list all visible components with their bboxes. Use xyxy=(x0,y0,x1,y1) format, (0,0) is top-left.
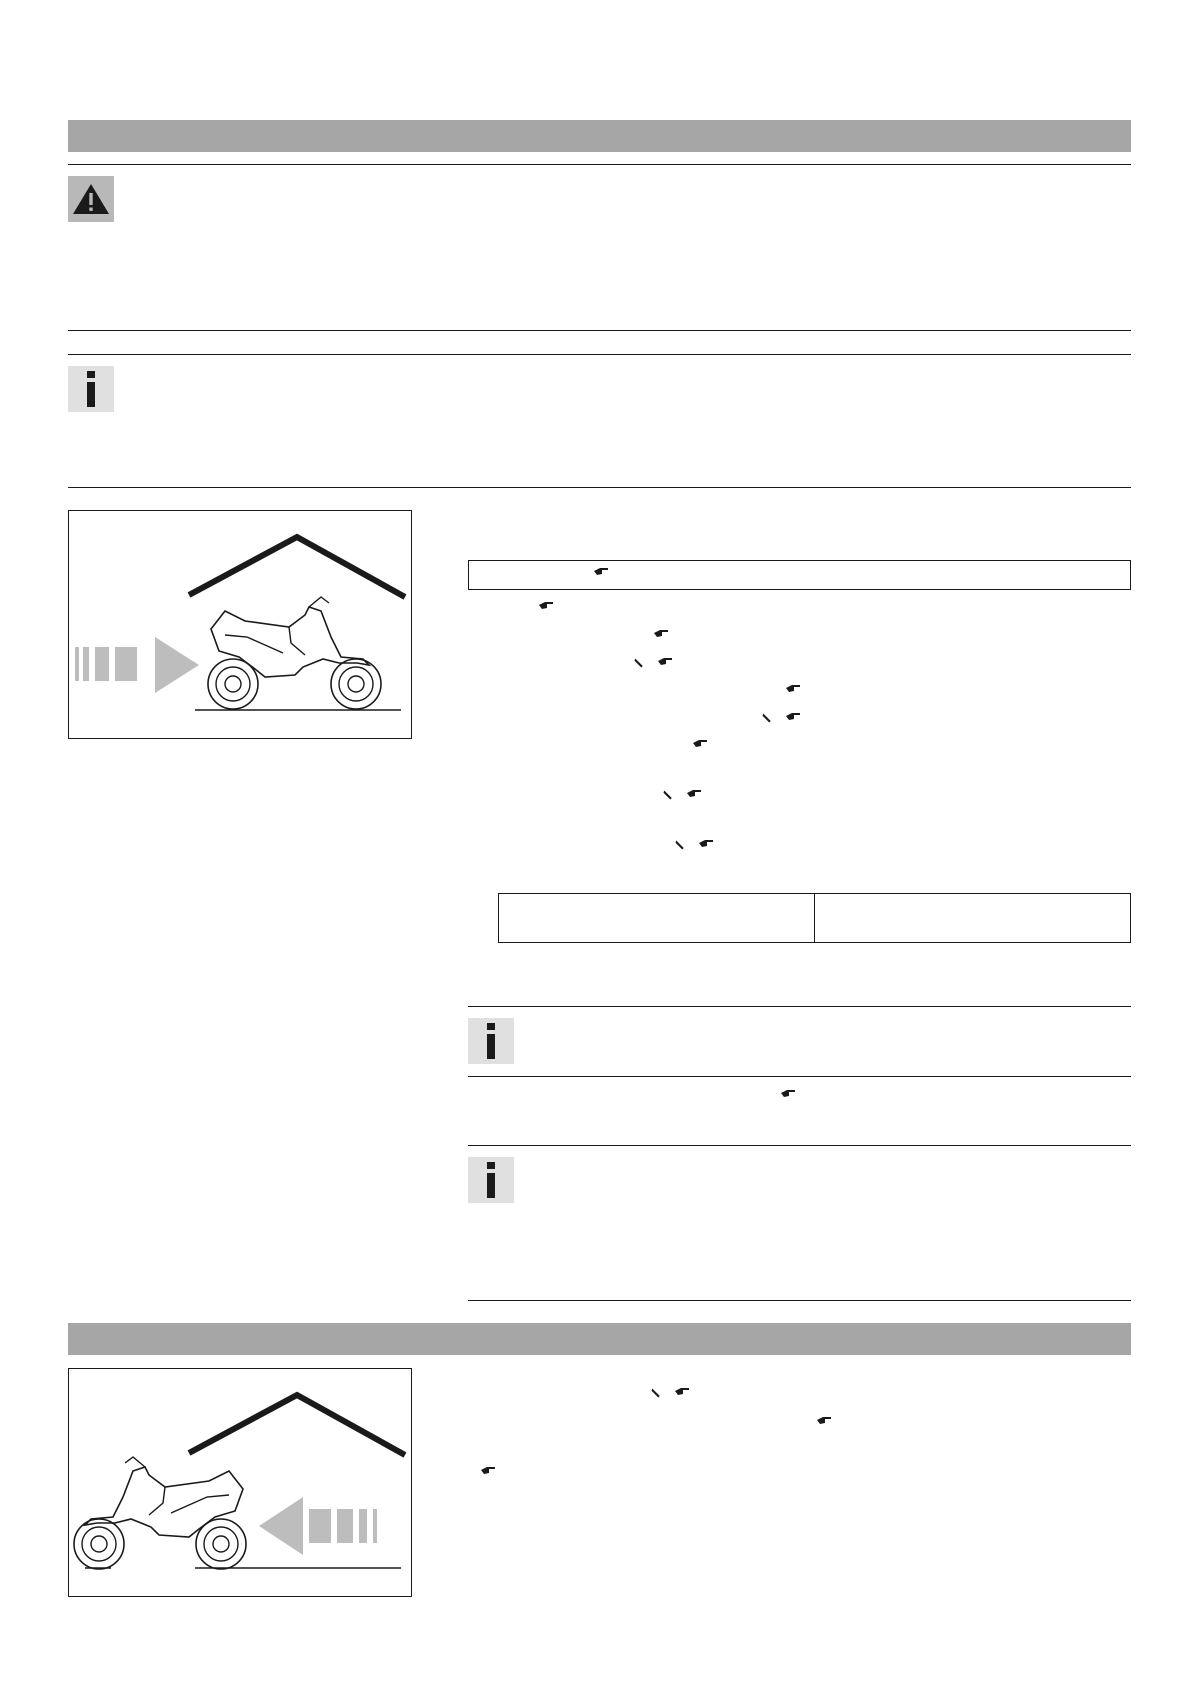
info-box-2 xyxy=(468,1018,514,1064)
pointer-hand-icon xyxy=(816,1414,832,1426)
pointer-hand-icon xyxy=(780,1087,796,1099)
warning-box xyxy=(68,176,114,222)
atv-garage-exit-illustration xyxy=(69,1369,411,1596)
info-2-top-rule xyxy=(468,1006,1131,1007)
info-3-top-rule xyxy=(468,1145,1131,1146)
info-1-bottom-rule xyxy=(68,487,1131,488)
illustration-atv-into-garage xyxy=(68,510,412,739)
wrench-icon xyxy=(759,712,775,724)
info-icon xyxy=(484,1162,498,1198)
section-header-bar-1 xyxy=(68,120,1131,152)
info-box-3 xyxy=(468,1157,514,1203)
pointer-hand-icon xyxy=(692,737,708,749)
spec-table xyxy=(498,893,1131,943)
pointer-hand-icon xyxy=(674,1385,690,1397)
pointer-hand-icon xyxy=(698,837,714,849)
pointer-hand-icon xyxy=(653,627,669,639)
pointer-hand-icon xyxy=(686,787,702,799)
wrench-icon xyxy=(672,839,688,851)
pointer-hand-icon xyxy=(593,565,609,577)
atv-garage-enter-illustration xyxy=(69,511,411,738)
spec-table-cell-left xyxy=(499,894,815,942)
info-1-top-rule xyxy=(68,354,1131,355)
pointer-hand-icon xyxy=(538,599,554,611)
warning-triangle-icon xyxy=(72,182,110,216)
info-3-bottom-rule xyxy=(468,1300,1131,1301)
pointer-hand-icon xyxy=(657,655,673,667)
info-2-bottom-rule xyxy=(468,1076,1131,1077)
pointer-hand-icon xyxy=(785,682,801,694)
warning-bottom-rule xyxy=(68,330,1131,331)
wrench-icon xyxy=(631,657,647,669)
warning-top-rule xyxy=(68,164,1131,165)
info-icon xyxy=(484,1023,498,1059)
spec-table-cell-right xyxy=(815,894,1130,942)
note-frame-1 xyxy=(468,560,1131,590)
wrench-icon xyxy=(660,789,676,801)
info-box-1 xyxy=(68,366,114,412)
info-icon xyxy=(84,371,98,407)
wrench-icon xyxy=(648,1387,664,1399)
pointer-hand-icon xyxy=(480,1464,496,1476)
illustration-atv-out-of-garage xyxy=(68,1368,412,1597)
section-header-bar-2 xyxy=(68,1323,1131,1355)
pointer-hand-icon xyxy=(785,710,801,722)
